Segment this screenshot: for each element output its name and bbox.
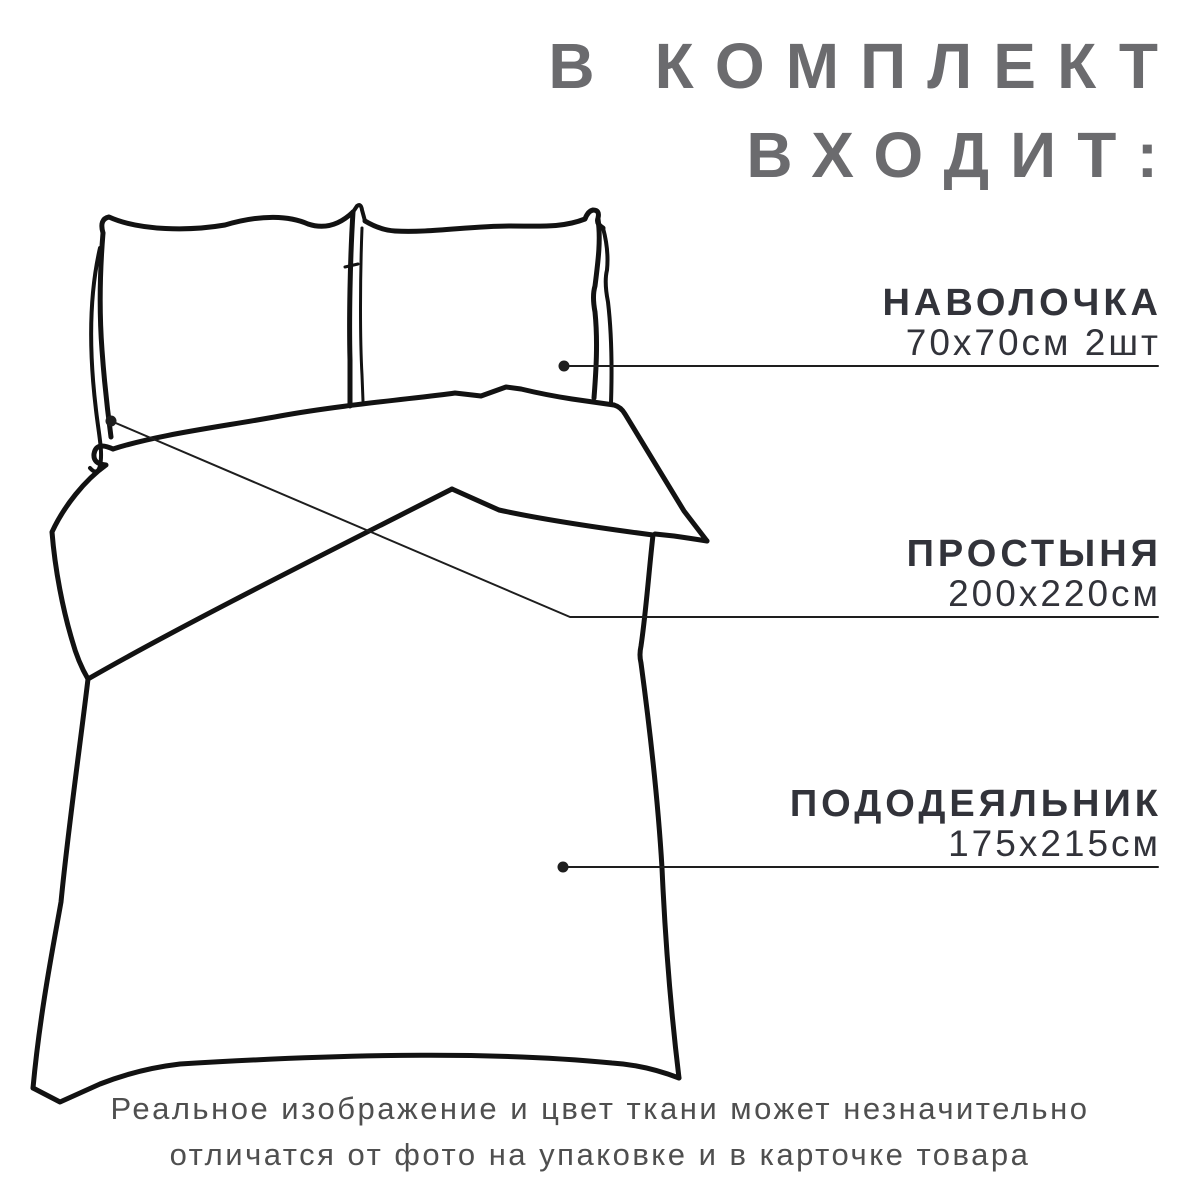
page-title-line-2: ВХОДИТ:	[746, 119, 1180, 191]
leader-dot-sheet	[106, 416, 117, 427]
label-pillowcase	[882, 282, 1162, 363]
label-duvet-cover-size: 175х215см	[948, 823, 1161, 864]
label-duvet-cover	[789, 783, 1162, 864]
disclaimer-line-1: Реальное изображение и цвет ткани может незначительно	[110, 1091, 1090, 1126]
duvet-cover	[33, 489, 679, 1102]
leader-dot-pillowcase	[559, 361, 570, 372]
label-duvet-cover-name: ПОДОДЕЯЛЬНИК	[789, 783, 1162, 825]
label-pillowcase-size: 70х70см 2шт	[905, 322, 1161, 363]
page-title	[548, 22, 1180, 200]
disclaimer-text	[0, 1086, 1200, 1178]
label-sheet	[906, 533, 1162, 614]
page-title-line-1: В КОМПЛЕКТ	[548, 30, 1180, 102]
pillow-left	[90, 212, 353, 472]
disclaimer-line-2: отличатся от фото на упаковке и в карточке товара	[169, 1137, 1031, 1172]
pillow-seam	[345, 205, 365, 406]
label-pillowcase-name: НАВОЛОЧКА	[882, 282, 1162, 324]
leader-dot-duvet	[558, 862, 569, 873]
pillow-right	[365, 210, 612, 403]
label-sheet-name: ПРОСТЫНЯ	[906, 533, 1162, 575]
sheet	[52, 387, 707, 679]
label-sheet-size: 200х220см	[948, 573, 1161, 614]
